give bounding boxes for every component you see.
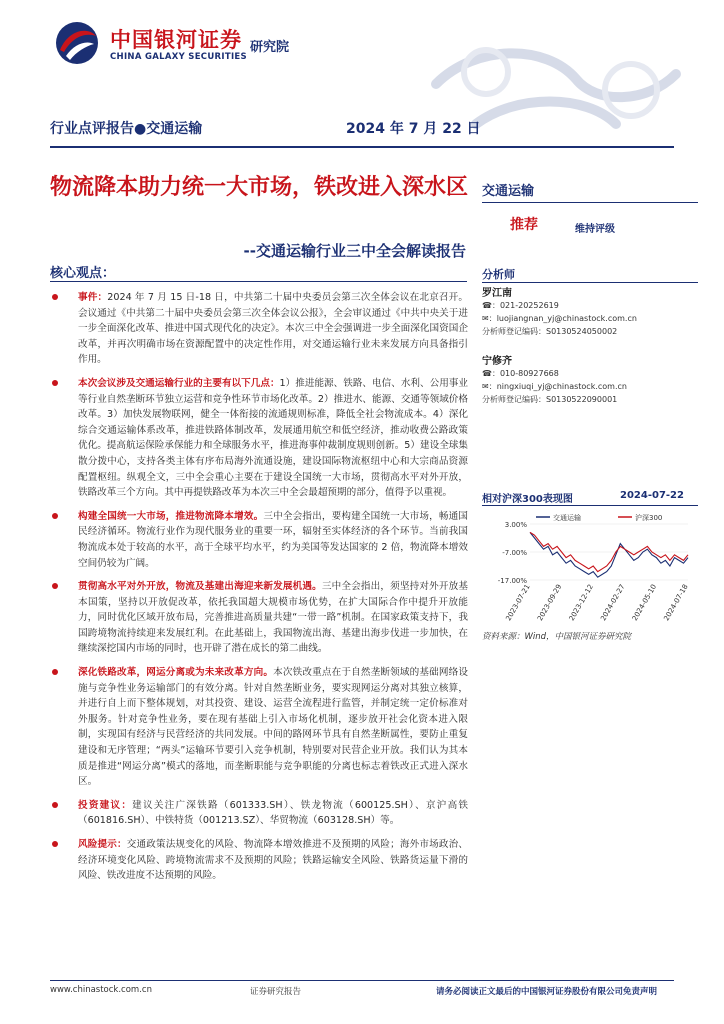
bullet-text: 建议关注广深铁路（601333.SH）、铁龙物流（600125.SH）、京沪高铁（601816.SH）、中铁特货（001213.SZ）、华贸物流（603128.SH）等。 <box>78 799 469 827</box>
bullet-dot-icon <box>52 513 58 519</box>
y-tick-label: -7.00% <box>502 549 527 557</box>
series-line-交通运输 <box>530 532 688 577</box>
brand-name-en: CHINA GALAXY SECURITIES <box>110 52 247 62</box>
sidebar-industry: 交通运输 <box>482 184 535 199</box>
analyst-phone: ☎：010-80927668 <box>482 369 559 378</box>
analyst-name: 罗江南 <box>482 288 512 299</box>
core-divider <box>50 281 467 282</box>
analyst-card <box>482 284 698 338</box>
sidebar-divider <box>482 202 698 203</box>
brand-institute: 研究院 <box>250 40 290 55</box>
chart-date: 2024-07-22 <box>620 490 684 501</box>
analyst-email: ✉：luojiangnan_yj@chinastock.com.cn <box>482 314 637 323</box>
report-subtitle: --交通运输行业三中全会解读报告 <box>243 242 466 260</box>
report-date: 2024 年 7 月 22 日 <box>346 121 481 137</box>
legend-label: 沪深300 <box>635 514 663 522</box>
bullet-heading: 风险提示： <box>78 839 127 850</box>
y-tick-label: 3.00% <box>504 521 527 529</box>
analyst-card <box>482 352 698 406</box>
bullet-heading: 事件： <box>78 292 108 303</box>
analyst-label: 分析师 <box>482 268 515 281</box>
bullet-dot-icon <box>52 583 58 589</box>
analyst-reg: 分析师登记编码：S0130524050002 <box>482 327 618 336</box>
bullet-dot-icon <box>52 380 58 386</box>
chart-title: 相对沪深300表现图 <box>482 494 573 505</box>
x-tick-label: 2023-09-29 <box>536 583 564 623</box>
bullet-heading: 深化铁路改革，网运分离或为未来改革方向。 <box>78 667 274 679</box>
footer-center: 证券研究报告 <box>250 987 302 997</box>
footer-website[interactable]: www.chinastock.com.cn <box>50 985 152 995</box>
bullet-item <box>52 579 468 657</box>
relative-performance-chart <box>482 508 698 628</box>
rating-sub: 维持评级 <box>575 224 615 235</box>
bullet-text: 三中全会指出，须坚持对外开放基本国策，坚持以开放促改革，依托我国超大规模市场优势，在扩大国际合作中提升开放能力，同时优化区域开放布局，完善推进高质量共建“一带一路”机制。在国家政策支持下，我国跨境物流持续迎来发展红利。在此基础上，我国物流出海、基建出海步伐进一步加快，在继续深挖国内市场的同时，也开辟了潜在成长的第二曲线。 <box>78 581 469 655</box>
bullet-dot-icon <box>52 841 58 847</box>
bullet-heading: 构建全国统一大市场，推进物流降本增效。 <box>78 510 264 522</box>
bullet-heading: 投资建议： <box>78 799 133 811</box>
analyst-reg: 分析师登记编码：S0130522090001 <box>482 395 618 404</box>
bullet-item <box>52 837 468 884</box>
chart-source: 资料来源：Wind，中国银河证券研究院 <box>482 632 632 642</box>
brand-name-cn: 中国银河证券 <box>110 28 242 52</box>
x-tick-label: 2024-07-18 <box>662 583 690 623</box>
bullet-text: 三中全会指出，要构建全国统一大市场，畅通国民经济循环。物流行业作为现代服务业的重要一环，辐射至实体经济的各个环节。当前我国物流成本处于较高的水平，高于全球平均水平，约为美国等发达国家的 2 倍，物流降本增效空间仍较为广阔。 <box>78 510 469 569</box>
report-type: 行业点评报告●交通运输 <box>50 121 203 137</box>
footer-disclaimer: 请务必阅读正文最后的中国银河证券股份有限公司免责声明 <box>436 987 658 997</box>
x-tick-label: 2024-05-10 <box>630 583 659 623</box>
core-label: 核心观点： <box>50 266 116 281</box>
bullet-heading: 贯彻高水平对外开放，物流及基建出海迎来新发展机遇。 <box>78 581 322 593</box>
sidebar-divider <box>482 282 698 283</box>
header-divider <box>50 146 674 148</box>
chart-divider <box>482 505 698 506</box>
bullet-item <box>52 290 468 368</box>
analyst-email: ✉：ningxiuqi_yj@chinastock.com.cn <box>482 382 627 391</box>
bullet-list <box>52 290 468 892</box>
footer-divider <box>50 980 674 981</box>
bullet-text: 1）推进能源、铁路、电信、水利、公用事业等行业自然垄断环节独立运营和竞争性环节市场化改革。2）推进水、能源、交通等领域价格改革。3）加快发展物联网，健全一体衔接的流通规则标准，降低全社会物流成本。4）深化综合交通运输体系改革，推进铁路体制改革，发展通用航空和低空经济，推动收费公路政策优化。提高航运保险承保能力和全球服务水平，推进海事仲裁制度规则创新。5）建设全球集散分拨中心，支持各类主体有序布局海外流通设施，建设国际物流枢纽中心和大宗商品资源配置枢纽。纵观全文，三中全会重心主要在于建设全国统一大市场，贯彻高水平对外开放，铁路改革三个方向。其中再提铁路改革为本次三中全会最超预期的部分，值得予以重视。 <box>78 377 468 499</box>
bullet-item <box>52 665 468 790</box>
bullet-text: 本次铁改重点在于自然垄断领域的基础网络设施与竞争性业务运输部门的有效分离。针对自然垄断业务，要实现网运分离对其独立核算，并进行自上而下整体规划，对其投资、建设、运营全流程进行监管，并制定统一定价标准对外服务。针对竞争性业务，要在现有基础上引入市场化机制，逐步放开社会化资本进入限制，实现国有经济与民营经济的共同发展。中间的路网环节具有自然垄断属性，要防止重复建设和无序管理；“两头”运输环节要引入竞争机制，特别要对民营企业开放。我们认为其本质是推进“网运分离”模式的落地，而垄断职能与竞争职能的分离也标志着铁改正式进入深水区。 <box>78 667 469 788</box>
rating: 推荐 <box>510 217 538 233</box>
bullet-item <box>52 376 468 501</box>
x-tick-label: 2023-07-21 <box>504 583 532 623</box>
report-title: 物流降本助力统一大市场，铁改进入深水区 <box>50 175 469 200</box>
bullet-item <box>52 798 468 829</box>
x-tick-label: 2023-12-12 <box>567 583 595 623</box>
y-tick-label: -17.00% <box>497 577 527 585</box>
x-tick-label: 2024-02-27 <box>599 583 627 623</box>
bullet-item <box>52 509 468 571</box>
logo-icon <box>54 20 100 66</box>
bullet-dot-icon <box>52 802 58 808</box>
bullet-dot-icon <box>52 294 58 300</box>
bullet-text: 2024 年 7 月 15 日-18 日，中共第二十届中央委员会第三次全体会议在北京召开。会议通过《中共第二十届中央委员会第三次全体会议公报》，全会审议通过《中共中央关于进一步全面深化改革、推进中国式现代化的决定》。本次三中全会强调进一步全面深化国资国企改革，并再次明确市场在资源配置中的决定性作用，对交通运输行业未来发展方向具备指引作用。 <box>78 292 468 366</box>
bullet-text: 交通政策法规变化的风险、物流降本增效推进不及预期的风险；海外市场政治、经济环境变化风险、跨境物流需求不及预期的风险；铁路运输安全风险、铁路货运量下滑的风险、铁改进度不达预期的风险。 <box>78 839 469 882</box>
bullet-heading: 本次会议涉及交通运输行业的主要有以下几点： <box>78 377 280 389</box>
legend-label: 交通运输 <box>553 514 581 522</box>
bullet-dot-icon <box>52 669 58 675</box>
analyst-phone: ☎：021-20252619 <box>482 301 559 310</box>
analyst-name: 宁修齐 <box>482 356 512 367</box>
